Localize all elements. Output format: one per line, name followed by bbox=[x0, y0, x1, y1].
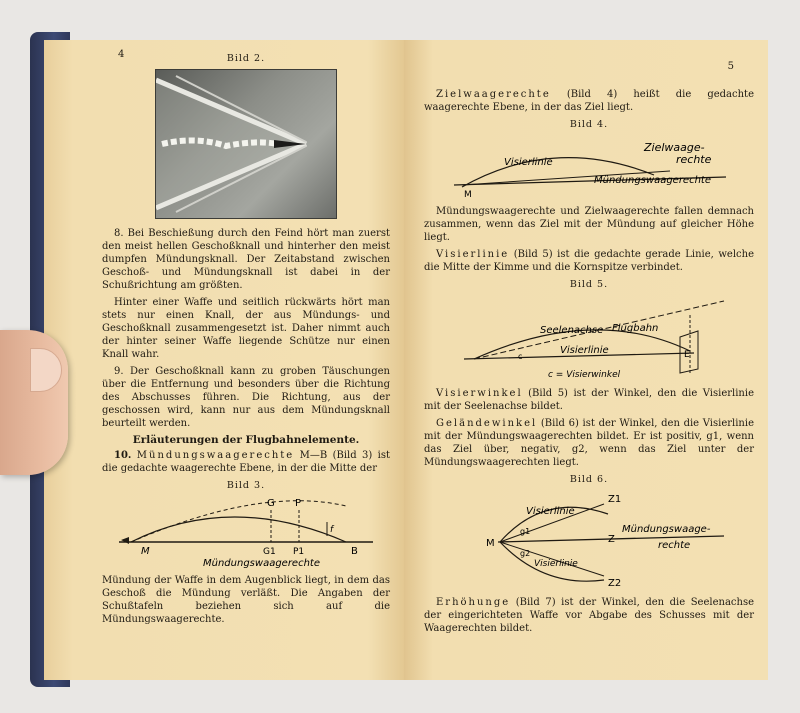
label-g2: g2 bbox=[520, 549, 531, 558]
figure-caption: Bild 5. bbox=[569, 279, 609, 290]
label-muendungswaagerechte: Mündungswaagerechte bbox=[594, 175, 711, 186]
term-muendungswaagerechte: Mündungswaagerechte bbox=[136, 450, 295, 461]
term-visierlinie: Visierlinie bbox=[436, 249, 510, 260]
paragraph-visierlinie bbox=[424, 248, 754, 274]
left-page bbox=[44, 40, 404, 680]
figure-3-trajectory bbox=[111, 496, 381, 568]
paragraph-text: (Bild 5) ist der Winkel, den die Visierlinie mit der Seelenachse bildet. bbox=[424, 388, 754, 412]
figure-caption: Bild 2. bbox=[226, 53, 266, 64]
label-M: M bbox=[464, 190, 472, 199]
paragraph-8: 8. Bei Beschießung durch den Feind hört man zuerst den meist hellen Geschoßknall und hinterher den meist dumpfen Mündungsknall. Der Zeitabstand zwischen Geschoß- und Mündungsknall ist dabei in der Schußrichtung am größten. bbox=[102, 228, 390, 291]
paragraph-9: 9. Der Geschoßknall kann zu groben Täuschungen über die Entfernung und besonders über die Richtung des Abschusses führen. Die Richtung, aus der geschossen wird, kann nur aus dem Mündungsknall beurteilt werden. bbox=[102, 366, 390, 429]
paragraph-visierwinkel bbox=[424, 387, 754, 413]
paragraph-erhoehung bbox=[424, 596, 754, 635]
paragraph-10 bbox=[102, 449, 390, 475]
paragraph-text: (Bild 7) ist der Winkel, den die Seelenachse der eingerichteten Waffe vor Abgabe des Schusses mit der Waagerechten bildet. bbox=[424, 597, 754, 634]
paragraph-fig4: Mündungswaagerechte und Zielwaagerechte fallen demnach zusammen, wenn das Ziel mit der Mündung auf gleicher Höhe liegt. bbox=[424, 206, 754, 243]
label-f: f bbox=[330, 525, 334, 535]
label-rechte: rechte bbox=[676, 153, 712, 166]
label-muendungswaagerechte: Mündungswaagerechte bbox=[203, 558, 320, 568]
label-G1: G1 bbox=[263, 547, 276, 557]
thumb-holding-book bbox=[0, 330, 68, 475]
label-M: M bbox=[141, 546, 150, 557]
label-B: B bbox=[351, 546, 358, 557]
term-gelaendewinkel: Geländewinkel bbox=[436, 418, 538, 429]
label-G: G bbox=[267, 498, 275, 509]
label-rechte: rechte bbox=[658, 540, 691, 551]
label-Z1: Z1 bbox=[608, 494, 622, 505]
label-P: P bbox=[295, 498, 302, 509]
label-E: E bbox=[684, 350, 690, 360]
thumbnail bbox=[30, 348, 62, 392]
term-zielwaagerechte: Zielwaagerechte bbox=[436, 89, 551, 100]
figure-caption: Bild 4. bbox=[569, 119, 609, 130]
label-zielwaage: Zielwaage- bbox=[644, 141, 705, 154]
section-heading: Erläuterungen der Flugbahnelemente. bbox=[132, 434, 360, 446]
page-number: 5 bbox=[727, 61, 734, 72]
bullet-shockwave-photo bbox=[155, 69, 337, 219]
label-visierwinkel: c = Visierwinkel bbox=[548, 370, 621, 380]
label-visierlinie-lower: Visierlinie bbox=[534, 559, 578, 569]
paragraph-gelaendewinkel bbox=[424, 417, 754, 469]
label-visierlinie: Visierlinie bbox=[504, 157, 553, 168]
figure-4-trajectory bbox=[444, 135, 734, 199]
label-M: M bbox=[486, 538, 495, 549]
paragraph-8b: Hinter einer Waffe und seitlich rückwärts hört man stets nur einen Knall, der aus Mündungs- und Geschoßknall zusammengesetzt ist. Daher nimmt auch der hinter seiner Waffe liegende Schütze nur einen Knall wahr. bbox=[102, 297, 390, 360]
page-number: 4 bbox=[118, 49, 125, 60]
label-c: c bbox=[518, 352, 523, 361]
figure-caption: Bild 3. bbox=[226, 480, 266, 491]
label-seelenachse: Seelenachse bbox=[540, 325, 604, 336]
label-g1: g1 bbox=[520, 527, 531, 536]
label-visierlinie-upper: Visierlinie bbox=[526, 506, 575, 517]
paragraph-number: 10. bbox=[114, 450, 132, 461]
figure-caption: Bild 6. bbox=[569, 474, 609, 485]
label-visierlinie: Visierlinie bbox=[560, 345, 609, 356]
label-flugbahn: Flugbahn bbox=[612, 323, 659, 334]
paragraph-10-continued: Mündung der Waffe in dem Augenblick liegt, in dem das Geschoß die Mündung verläßt. Die Angaben der Schußtafeln beziehen sich auf die Mündungswaagerechte. bbox=[102, 575, 390, 625]
paragraph-text: (Bild 5) ist die gedachte gerade Linie, welche die Mitte der Kimme und die Kornspitze verbindet. bbox=[424, 249, 754, 273]
right-page bbox=[404, 40, 768, 680]
figure-6-trajectory bbox=[444, 490, 734, 590]
figure-5-trajectory bbox=[444, 295, 734, 381]
label-Z: Z bbox=[608, 534, 615, 545]
label-muendungswaage: Mündungswaage- bbox=[622, 524, 711, 535]
label-Z2: Z2 bbox=[608, 578, 622, 589]
label-P1: P1 bbox=[293, 547, 305, 557]
term-erhoehung: Erhöhunge bbox=[436, 597, 511, 608]
paragraph-zielwaagerechte bbox=[424, 88, 754, 114]
paragraph-text: (Bild 4) heißt die gedachte waagerechte Ebene, in der das Ziel liegt. bbox=[424, 89, 754, 113]
paragraph-10-text: M—B (Bild 3) ist die gedachte waagerechte Ebene, in der die Mitte der bbox=[102, 450, 390, 474]
term-visierwinkel: Visierwinkel bbox=[436, 388, 523, 399]
shockwave-image bbox=[156, 70, 336, 218]
paragraph-text: (Bild 6) ist der Winkel, den die Visierlinie mit der Mündungswaagerechten bildet. Er ist positiv, g1, wenn das Ziel über, negativ, g2, wenn das Ziel unter der Mündungswaagerechten liegt. bbox=[424, 418, 754, 468]
